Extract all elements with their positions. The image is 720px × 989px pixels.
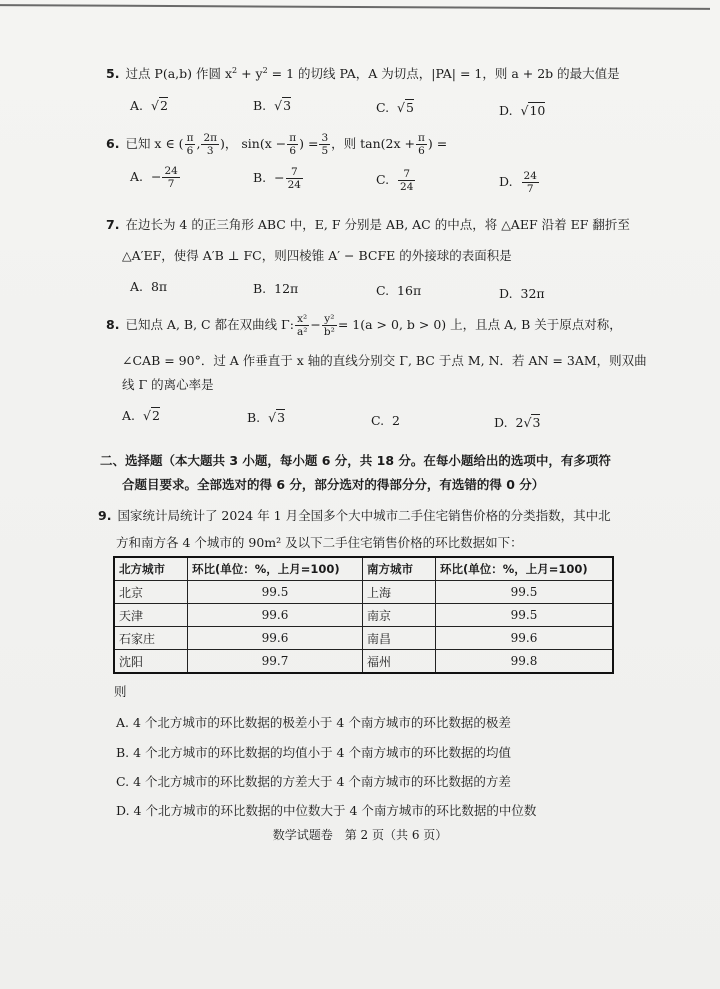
cell-north-index: 99.6 — [188, 604, 363, 627]
table-row — [114, 581, 613, 604]
fraction: $\frac{24}{7}$ — [164, 165, 178, 190]
cell-north-city: 北京 — [114, 581, 188, 604]
question-8-line-2: ∠CAB = 90°．过 A 作垂直于 x 轴的直线分别交 Γ, BC 于点 M, N．若 AN = 3AM，则双曲 — [122, 353, 647, 368]
table-row — [114, 627, 613, 650]
fraction: $\frac{\pi}{6}$ — [417, 132, 425, 157]
q6-option-b[interactable]: B. − $\frac{7}{24}$ — [253, 166, 301, 191]
q7-option-c[interactable]: C. 16π — [376, 283, 422, 298]
q6-option-d[interactable]: D. $\frac{24}{7}$ — [499, 170, 537, 195]
header-north-index: 环比(单位：%，上月=100) — [188, 557, 363, 581]
cell-north-index: 99.7 — [188, 650, 363, 674]
fraction: $\frac{\pi}{6}$ — [186, 132, 194, 157]
fraction: $\frac{\text{y²}}{\text{b²}}$ — [323, 313, 335, 338]
q5-option-c[interactable]: C. √5 — [376, 100, 414, 115]
question-7-line-2: △A′EF，使得 A′B ⊥ FC，则四棱锥 A′ − BCFE 的外接球的表面积是 — [122, 248, 512, 263]
q7-option-a[interactable]: A. 8π — [130, 279, 168, 294]
section-2-heading-line-1: 二、选择题（本大题共 3 小题，每小题 6 分，共 18 分。在每小题给出的选项中，有多项符 — [100, 453, 611, 468]
cell-south-city: 南京 — [363, 604, 436, 627]
question-6-stem: 6. 已知 x ∈ ( $\frac{\pi}{6}$ , $\frac{2\pi}{3}$ )， sin(x − $\frac{\pi}{6}$ ) = $\frac{3}{5}$ ，则 tan(2x + $\frac{\pi}{6}$ ) = — [106, 132, 448, 157]
cell-south-city: 上海 — [363, 581, 436, 604]
header-south-city: 南方城市 — [363, 557, 436, 581]
question-8-line-1: 8. 已知点 A, B, C 都在双曲线 Γ: $\frac{\text{x²}}{\text{a²}}$ − $\frac{\text{y²}}{\text{b²}}$ = 1(a > 0, b > 0) 上，且点 A, B 关于原点对称， — [106, 313, 622, 338]
q8-option-b[interactable]: B. √3 — [247, 410, 286, 425]
fraction: $\frac{\pi}{6}$ — [289, 132, 297, 157]
q6-option-c[interactable]: C. $\frac{7}{24}$ — [376, 168, 414, 193]
q8-option-d[interactable]: D. 2√3 — [494, 415, 541, 430]
cell-south-index: 99.6 — [436, 627, 614, 650]
question-7-line-1: 7. 在边长为 4 的正三角形 ABC 中，E, F 分别是 AB, AC 的中点，将 △AEF 沿着 EF 翻折至 — [106, 217, 630, 232]
cell-north-index: 99.5 — [188, 581, 363, 604]
cell-south-index: 99.5 — [436, 604, 614, 627]
cell-south-index: 99.8 — [436, 650, 614, 674]
price-index-table — [113, 556, 614, 674]
header-north-city: 北方城市 — [114, 557, 188, 581]
fraction: $\frac{2\pi}{3}$ — [203, 132, 218, 157]
cell-south-city: 南昌 — [363, 627, 436, 650]
q6-option-a[interactable]: A. − $\frac{24}{7}$ — [130, 165, 178, 190]
table-row — [114, 604, 613, 627]
cell-north-city: 天津 — [114, 604, 188, 627]
fraction: $\frac{7}{24}$ — [287, 166, 301, 191]
question-9-line-2: 方和南方各 4 个城市的 90m² 及以下二手住宅销售价格的环比数据如下： — [116, 535, 523, 550]
cell-north-city: 沈阳 — [114, 650, 188, 674]
header-south-index: 环比(单位：%，上月=100) — [436, 557, 614, 581]
scan-edge-line — [0, 4, 710, 10]
table-header-row — [114, 557, 613, 581]
q5-option-a[interactable]: A. √2 — [130, 98, 168, 113]
fraction: $\frac{3}{5}$ — [321, 132, 329, 157]
q8-option-a[interactable]: A. √2 — [122, 408, 160, 423]
question-9-line-1: 9. 国家统计局统计了 2024 年 1 月全国多个大中城市二手住宅销售价格的分类指数，其中北 — [98, 508, 611, 523]
q5-option-d[interactable]: D. √10 — [499, 103, 546, 118]
table-row — [114, 650, 613, 674]
page-footer: 数学试题卷 第 2 页（共 6 页） — [272, 828, 448, 842]
question-8-line-3: 线 Γ 的离心率是 — [122, 377, 214, 392]
fraction: $\frac{\text{x²}}{\text{a²}}$ — [296, 313, 308, 338]
section-2-heading-line-2: 合题目要求。全部选对的得 6 分，部分选对的得部分分，有选错的得 0 分） — [122, 477, 545, 492]
q9-option-c[interactable]: C. 4 个北方城市的环比数据的方差大于 4 个南方城市的环比数据的方差 — [116, 774, 511, 789]
q7-option-d[interactable]: D. 32π — [499, 286, 545, 301]
q5-option-b[interactable]: B. √3 — [253, 98, 292, 113]
fraction: $\frac{7}{24}$ — [400, 168, 414, 193]
cell-north-city: 石家庄 — [114, 627, 188, 650]
question-5-stem: 5. 过点 P(a,b) 作圆 $x^2 + y^2 = 1$ 的切线 PA，A 为切点，|PA| = 1，则 a + 2b 的最大值是 — [106, 66, 620, 82]
q8-option-c[interactable]: C. 2 — [371, 413, 400, 428]
cell-south-index: 99.5 — [436, 581, 614, 604]
cell-south-city: 福州 — [363, 650, 436, 674]
q9-option-a[interactable]: A. 4 个北方城市的环比数据的极差小于 4 个南方城市的环比数据的极差 — [116, 715, 511, 730]
cell-north-index: 99.6 — [188, 627, 363, 650]
fraction: $\frac{24}{7}$ — [523, 170, 537, 195]
question-9-then: 则 — [114, 684, 127, 699]
q9-option-d[interactable]: D. 4 个北方城市的环比数据的中位数大于 4 个南方城市的环比数据的中位数 — [116, 803, 537, 818]
q9-option-b[interactable]: B. 4 个北方城市的环比数据的均值小于 4 个南方城市的环比数据的均值 — [116, 745, 511, 760]
q7-option-b[interactable]: B. 12π — [253, 281, 299, 296]
